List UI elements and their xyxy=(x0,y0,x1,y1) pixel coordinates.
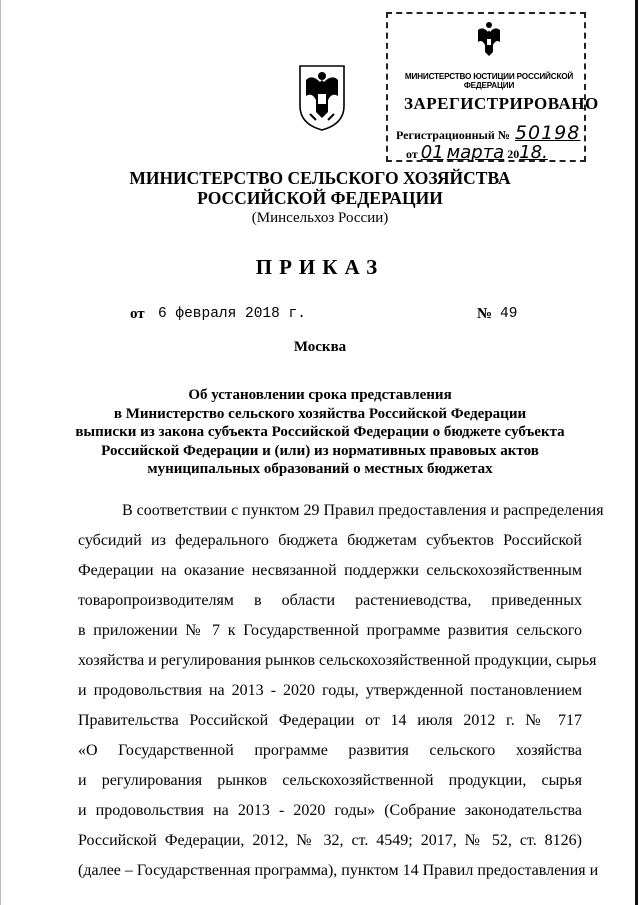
document-date: 6 февраля 2018 г. xyxy=(158,306,306,322)
stamp-date-line xyxy=(406,142,548,163)
stamp-date-day: 01 xyxy=(420,142,444,163)
date-label: от xyxy=(130,306,145,322)
scan-left-edge xyxy=(0,0,1,905)
document-title: ПРИКАЗ xyxy=(255,255,385,279)
body-line: (далее – Государственная программа), пунктом 14 Правил предоставления и xyxy=(78,862,599,879)
subject-line: Об установлении срока представления xyxy=(188,387,452,403)
body-line: и продовольствия на 2013 - 2020 годы, утвержденной постановлением xyxy=(78,682,582,699)
registration-stamp xyxy=(386,12,599,163)
subject-line: муниципальных образований о местных бюджетах xyxy=(147,461,493,477)
stamp-date-year-printed: 20 xyxy=(507,147,520,161)
body-line: и регулирования рынков сельскохозяйственной продукции, сырья xyxy=(78,772,582,789)
coat-of-arms-emblem xyxy=(294,62,350,132)
body-line: хозяйства и регулирования рынков сельскохозяйственной продукции, сырья xyxy=(78,652,597,669)
body-line: и продовольствия на 2013 - 2020 годы» (Собрание законодательства xyxy=(78,802,582,819)
subject-line: Российской Федерации и (или) из нормативных правовых актов xyxy=(101,442,539,459)
document-subject xyxy=(60,386,580,479)
stamp-date-prefix: от xyxy=(406,147,418,161)
stamp-reg-label: Регистрационный № xyxy=(396,128,510,142)
ministry-header xyxy=(0,168,640,228)
ministry-short-name: (Минсельхоз России) xyxy=(251,210,389,226)
stamp-emblem-icon xyxy=(474,20,504,58)
subject-line: в Министерство сельского хозяйства Российской Федерации xyxy=(113,405,527,422)
stamp-registered-label: ЗАРЕГИСТРИРОВАНО xyxy=(404,94,599,113)
subject-line: выписки из закона субъекта Российской Федерации о бюджете субъекта xyxy=(75,424,565,440)
body-line: В соответствии с пунктом 29 Правил предоставления и распределения xyxy=(122,502,604,519)
stamp-ministry-name: МИНИСТЕРСТВО ЮСТИЦИИ РОССИЙСКОЙ ФЕДЕРАЦИИ xyxy=(404,72,574,90)
stamp-registration-line xyxy=(396,122,580,144)
ministry-name-line1: МИНИСТЕРСТВО СЕЛЬСКОГО ХОЗЯЙСТВА xyxy=(129,168,511,188)
body-line: в приложении № 7 к Государственной программе развития сельского xyxy=(78,622,582,639)
number-label: № xyxy=(477,306,493,322)
stamp-date-year-hand: 18. xyxy=(519,142,548,163)
body-line: субсидий из федерального бюджета бюджетам субъектов Российской xyxy=(78,532,582,549)
document-city: Москва xyxy=(293,339,347,355)
stamp-date-month: марта xyxy=(446,142,505,163)
body-line: товаропроизводителям в области растениеводства, приведенных xyxy=(78,592,582,609)
document-number: 49 xyxy=(500,306,518,322)
scan-right-edge xyxy=(635,0,638,905)
document-body xyxy=(78,496,604,886)
body-line: «О Государственной программе развития сельского хозяйства xyxy=(78,742,582,759)
body-line: Российской Федерации, 2012, № 32, ст. 4549; 2017, № 52, ст. 8126) xyxy=(78,832,582,849)
stamp-reg-number: 50198 xyxy=(514,122,581,144)
body-line: Правительства Российской Федерации от 14 июля 2012 г. № 717 xyxy=(78,712,582,729)
body-line: Федерации на оказание несвязанной поддержки сельскохозяйственным xyxy=(78,562,582,579)
ministry-name-line2: РОССИЙСКОЙ ФЕДЕРАЦИИ xyxy=(197,188,443,208)
